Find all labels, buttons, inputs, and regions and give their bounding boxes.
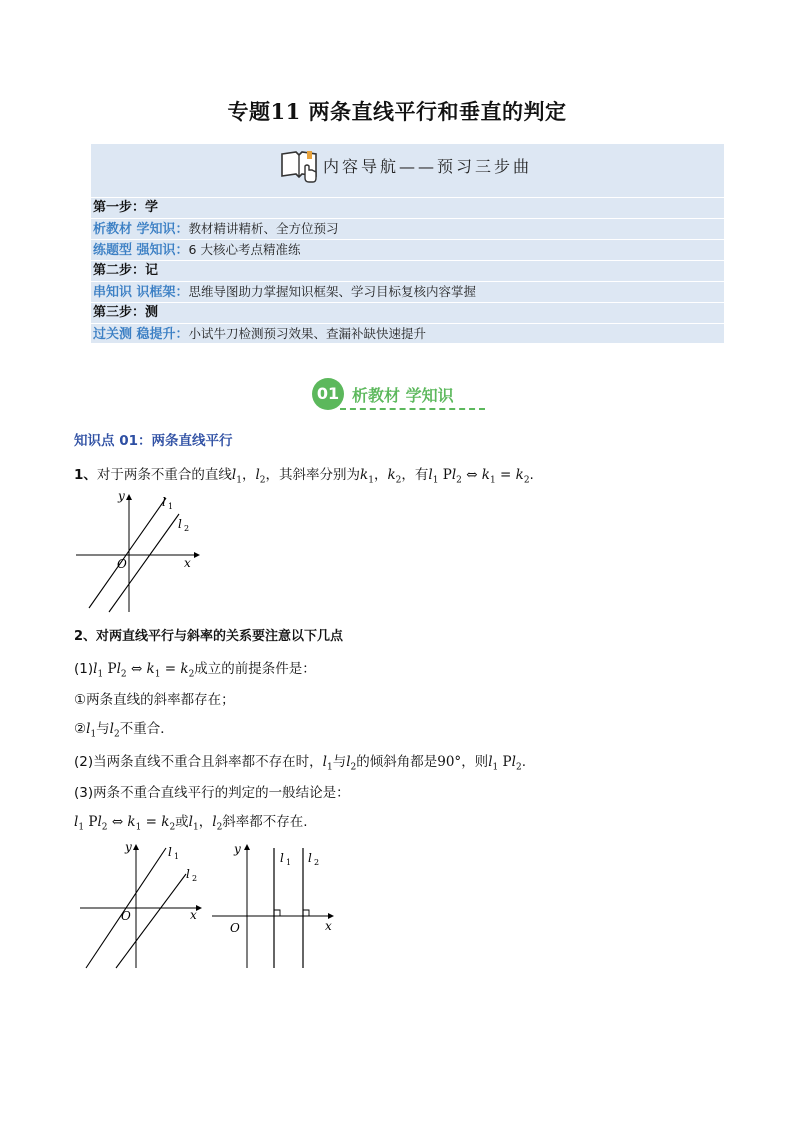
nav-step-3: 第三步：测 <box>91 302 724 322</box>
svg-text:1: 1 <box>174 852 180 861</box>
item-2-general-conclusion: $l_1$ $Pl_2$ ⇔ $k_1 = k_2$或$l_1$，$l_2$斜率都不存在. <box>74 814 308 833</box>
svg-text:2: 2 <box>192 874 198 883</box>
section-title: 析教材 学知识 <box>352 386 454 405</box>
nav-title: 内容导航——预习三步曲 <box>323 157 533 176</box>
page-title: 专题11 两条直线平行和垂直的判定 <box>227 99 567 124</box>
condition-1: ①两条直线的斜率都存在； <box>74 692 235 708</box>
svg-text:O: O <box>121 909 131 923</box>
svg-text:1: 1 <box>286 858 292 867</box>
nav-row-framework: 串知识 识框架：思维导图助力掌握知识框架、学习目标复核内容掌握 <box>91 281 724 301</box>
content-navigation <box>91 144 724 343</box>
svg-text:l: l <box>186 867 190 881</box>
svg-text:O: O <box>230 921 240 935</box>
item-2-point-3: (3)两条不重合直线平行的判定的一般结论是： <box>74 785 350 801</box>
svg-text:l: l <box>308 851 312 865</box>
knowledge-point-title: 知识点 01：两条直线平行 <box>74 433 233 449</box>
nav-row-learn: 析教材 学知识：教材精讲精析、全方位预习 <box>91 218 724 238</box>
book-pointer-icon <box>279 148 319 184</box>
figure-vertical-parallel-lines <box>212 838 342 970</box>
section-underline <box>340 408 485 410</box>
svg-text:y: y <box>234 842 241 856</box>
nav-row-test: 过关测 稳提升：小试牛刀检测预习效果、查漏补缺快速提升 <box>91 323 724 343</box>
axis-label-y: y <box>118 489 125 503</box>
svg-text:l: l <box>168 845 172 859</box>
svg-text:x: x <box>190 908 197 922</box>
nav-header <box>91 144 724 188</box>
item-2-point-2: (2)当两条直线不重合且斜率都不存在时，$l_1$与$l_2$的倾斜角都是90°，则$l_1$ $Pl_2$. <box>74 754 526 773</box>
figure-parallel-lines-2 <box>78 838 208 970</box>
nav-step-1: 第一步：学 <box>91 197 724 217</box>
nav-row-practice: 练题型 强知识：6 大核心考点精准练 <box>91 239 724 259</box>
item-2-heading: 2、对两直线平行与斜率的关系要注意以下几点 <box>74 629 344 644</box>
axis-label-x: x <box>184 556 191 570</box>
svg-text:1: 1 <box>168 502 174 511</box>
section-number-badge: 01 <box>312 378 344 410</box>
line-label-l2: l <box>178 517 182 531</box>
condition-2: $②l_1$与$l_2$不重合． <box>74 721 174 740</box>
svg-text:y: y <box>125 840 132 854</box>
svg-text:x: x <box>325 919 332 933</box>
figure-parallel-lines-1 <box>74 490 204 615</box>
svg-text:l: l <box>280 851 284 865</box>
item-2-point-1: $(1)l_1$ $Pl_2$ ⇔ $k_1 = k_2$成立的前提条件是： <box>74 661 316 680</box>
svg-text:2: 2 <box>314 858 320 867</box>
item-1-text: 1、对于两条不重合的直线$l_1$，$l_2$，其斜率分别为$k_1$，$k_2$，有$l_1$ $Pl_2$ ⇔ $k_1 = k_2$. <box>74 467 534 486</box>
svg-text:2: 2 <box>184 524 190 533</box>
line-label-l1: l <box>162 495 166 509</box>
origin-label: O <box>117 557 127 571</box>
nav-step-2: 第二步：记 <box>91 260 724 280</box>
